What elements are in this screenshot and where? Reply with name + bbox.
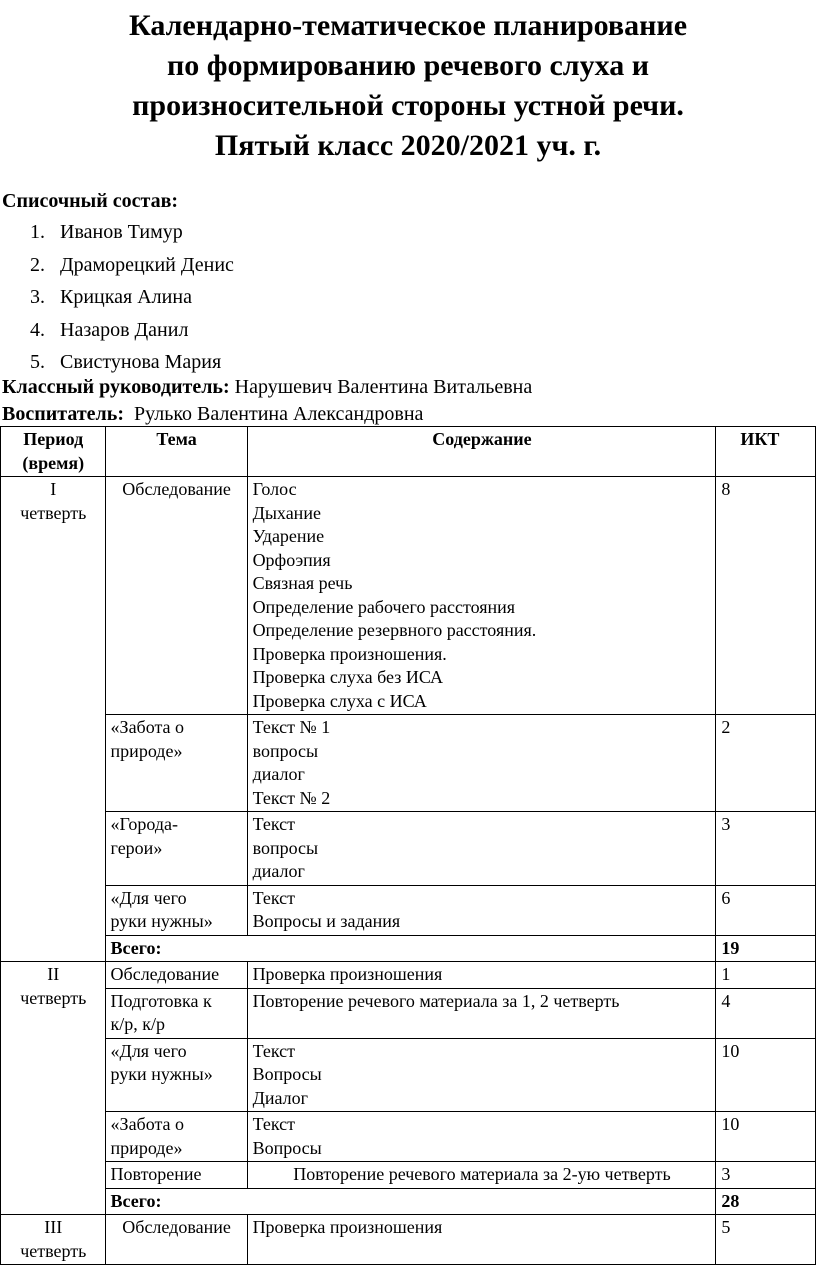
content-line: Орфоэпия [252, 549, 331, 570]
topic-text: природе» [110, 740, 183, 761]
page-title [0, 6, 816, 166]
list-number: 1. [30, 221, 45, 243]
list-item [30, 281, 234, 314]
content-cell [247, 1038, 716, 1112]
table-row [1, 715, 816, 812]
list-item [30, 216, 234, 249]
content-line: Текст № 1 [252, 717, 331, 737]
content-cell [247, 885, 716, 935]
content-line: Проверка слуха с ИСА [252, 690, 427, 711]
header-content: Содержание [247, 427, 716, 477]
content-cell [247, 1215, 716, 1265]
period-text: I [50, 479, 57, 499]
content-line: Голос [252, 479, 297, 499]
content-line: диалог [252, 861, 305, 881]
ikt-cell: 4 [716, 988, 816, 1038]
title-line: произносительной стороны устной речи. [132, 89, 684, 122]
ikt-cell: 3 [716, 812, 816, 886]
title-line: Календарно-тематическое планирование [128, 9, 688, 42]
educator [2, 403, 423, 426]
content-line: Проверка слуха без ИСА [252, 667, 443, 687]
topic-cell: Повторение [105, 1162, 247, 1189]
ikt-cell: 6 [716, 885, 816, 935]
topic-cell [105, 715, 247, 812]
list-number: 3. [30, 286, 45, 308]
content-line: Текст № 2 [252, 787, 331, 808]
content-cell [247, 477, 716, 715]
period-cell [1, 962, 106, 1215]
content-line: Вопросы [252, 1064, 322, 1084]
topic-cell: Обследование [105, 1215, 247, 1265]
content-cell [247, 812, 716, 886]
topic-text: «Забота о [110, 717, 185, 737]
table-row [1, 962, 816, 989]
title-line: Пятый класс 2020/2021 уч. г. [214, 129, 602, 162]
content-line: вопросы [252, 740, 319, 761]
header-text: (время) [22, 452, 85, 473]
content-line: Текст [252, 887, 296, 908]
total-row [1, 1188, 816, 1215]
educator-name: Рулько Валентина Александровна [133, 403, 424, 425]
table-row [1, 812, 816, 886]
header-text: Период [23, 429, 84, 449]
content-line: Вопросы [252, 1137, 322, 1158]
table-header-row [1, 427, 816, 477]
content-line: Проверка произношения [252, 964, 443, 984]
period-cell [1, 1215, 106, 1265]
table-row [1, 477, 816, 715]
topic-text: «Забота о [110, 1114, 185, 1134]
student-name: Крицкая Алина [60, 286, 192, 308]
content-cell [247, 1112, 716, 1162]
topic-text: руки нужны» [110, 1064, 213, 1084]
ikt-cell: 3 [716, 1162, 816, 1189]
table-row [1, 1215, 816, 1265]
content-line: Ударение [252, 526, 325, 546]
period-text: II [47, 964, 60, 984]
period-text: четверть [20, 987, 87, 1008]
student-name: Назаров Данил [60, 318, 189, 341]
schedule-table [0, 426, 816, 1265]
content-cell [247, 1162, 716, 1189]
topic-text: «Для чего [110, 887, 187, 908]
period-text: четверть [20, 1240, 87, 1261]
period-cell [1, 477, 106, 962]
student-name: Свистунова Мария [60, 351, 222, 373]
content-line: Повторение речевого материала за 1, 2 четверть [252, 990, 620, 1011]
topic-text: руки нужны» [110, 911, 213, 931]
content-cell [247, 962, 716, 989]
table-row [1, 988, 816, 1038]
total-label: Всего: [105, 935, 716, 962]
teacher-name: Нарушевич Валентина Витальевна [234, 376, 533, 398]
content-line: Проверка произношения [252, 1217, 443, 1237]
content-line: Текст [252, 1040, 296, 1061]
content-line: Текст [252, 1114, 296, 1134]
ikt-cell: 10 [716, 1038, 816, 1112]
educator-label: Воспитатель: [2, 403, 124, 425]
table-row [1, 1038, 816, 1112]
header-topic: Тема [105, 427, 247, 477]
topic-text: «Для чего [110, 1040, 187, 1061]
list-number: 5. [30, 351, 45, 373]
topic-cell: Обследование [105, 477, 247, 715]
list-number: 4. [30, 318, 45, 341]
topic-cell: Обследование [105, 962, 247, 989]
ikt-cell: 2 [716, 715, 816, 812]
content-line: Текст [252, 814, 296, 834]
content-cell [247, 715, 716, 812]
total-value: 19 [716, 935, 816, 962]
table-row [1, 1112, 816, 1162]
list-item [30, 314, 234, 347]
table-row [1, 1162, 816, 1189]
topic-text: Подготовка к [110, 990, 212, 1011]
student-name: Драморецкий Денис [60, 253, 234, 276]
ikt-cell: 1 [716, 962, 816, 989]
content-line: Дыхание [252, 502, 321, 523]
title-line: по формированию речевого слуха и [166, 49, 650, 82]
content-line: вопросы [252, 837, 319, 858]
content-cell [247, 988, 716, 1038]
topic-text: природе» [110, 1137, 183, 1158]
student-name: Иванов Тимур [60, 221, 183, 243]
class-teacher [2, 376, 532, 399]
content-line: Проверка произношения. [252, 643, 447, 664]
topic-text: к/р, к/р [110, 1014, 166, 1034]
list-number: 2. [30, 253, 45, 276]
content-line: Определение резервного расстояния. [252, 620, 537, 640]
roster-heading: Списочный состав: [2, 190, 179, 212]
topic-text: «Города- [110, 814, 178, 834]
list-item [30, 346, 234, 379]
topic-cell [105, 1038, 247, 1112]
ikt-cell: 8 [716, 477, 816, 715]
content-line: Диалог [252, 1087, 308, 1108]
total-row [1, 935, 816, 962]
teacher-label: Классный руководитель: [2, 376, 230, 398]
total-value: 28 [716, 1188, 816, 1215]
topic-cell [105, 885, 247, 935]
topic-cell [105, 988, 247, 1038]
content-line: Связная речь [252, 573, 353, 593]
header-period [1, 427, 106, 477]
total-label: Всего: [105, 1188, 716, 1215]
content-line: Повторение речевого материала за 2-ую четверть [293, 1164, 671, 1184]
list-item [30, 249, 234, 282]
content-line: Вопросы и задания [252, 911, 401, 931]
ikt-cell: 10 [716, 1112, 816, 1162]
content-line: Определение рабочего расстояния [252, 596, 516, 617]
table-row [1, 885, 816, 935]
period-text: III [44, 1217, 63, 1237]
topic-text: герои» [110, 837, 163, 858]
topic-cell [105, 1112, 247, 1162]
header-ikt: ИКТ [716, 427, 816, 477]
ikt-cell: 5 [716, 1215, 816, 1265]
student-list [30, 216, 234, 379]
content-line: диалог [252, 764, 305, 784]
topic-cell [105, 812, 247, 886]
period-text: четверть [20, 502, 87, 523]
